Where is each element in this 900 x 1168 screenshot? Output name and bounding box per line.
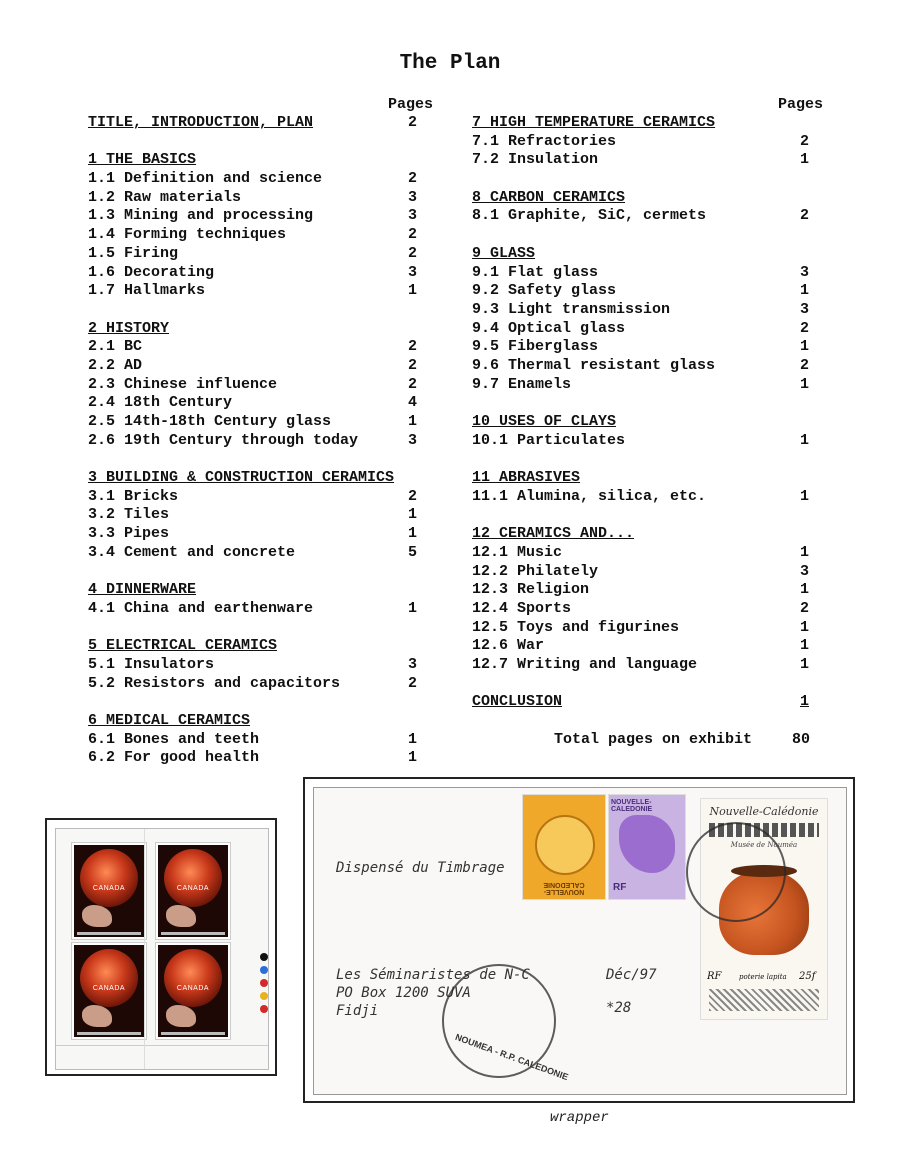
item-label: 1.5 Firing: [88, 244, 179, 262]
item-label: 2 HISTORY: [88, 319, 170, 337]
item-label: 5.2 Resistors and capacitors: [88, 674, 341, 692]
contents-item: [472, 133, 822, 152]
contents-item: [88, 226, 428, 245]
item-label: 6.1 Bones and teeth: [88, 730, 260, 748]
item-label: 2.2 AD: [88, 356, 143, 374]
section-heading: [472, 245, 822, 264]
item-pages: 1: [800, 655, 810, 673]
cover-date: Déc/97: [606, 967, 657, 983]
contents-item: [472, 301, 822, 320]
item-pages: 2: [408, 114, 418, 131]
item-pages: 2: [408, 375, 418, 393]
spacer: [472, 675, 822, 694]
contents-item: [88, 656, 428, 675]
item-pages: 3: [408, 207, 418, 225]
postmark-upper: [686, 822, 786, 922]
item-pages: 2: [800, 319, 810, 337]
purple-stamp-label: NOUVELLE-CALEDONIE: [611, 799, 653, 813]
item-pages: 1: [800, 637, 810, 655]
contents-item: [88, 675, 428, 694]
contents-item: [472, 488, 822, 507]
contents-item: [472, 376, 822, 395]
item-pages: 2: [800, 599, 810, 617]
item-pages: 2: [408, 338, 418, 356]
postal-cover: [313, 787, 847, 1095]
item-pages: 1: [800, 693, 810, 711]
contents-item: [472, 544, 822, 563]
spacer: [88, 619, 428, 638]
item-pages: 2: [408, 356, 418, 374]
contents-item: [88, 264, 428, 283]
item-label: 2.3 Chinese influence: [88, 375, 278, 393]
item-pages: 80: [792, 730, 811, 748]
item-label: 3 BUILDING & CONSTRUCTION CERAMICS: [88, 469, 395, 487]
item-pages: 1: [408, 282, 418, 300]
item-pages: 1: [408, 525, 418, 543]
item-pages: 2: [800, 207, 810, 225]
plate-color-dot: [260, 1005, 268, 1013]
spacer: [88, 563, 428, 582]
purple-stamp: [608, 794, 686, 900]
item-label: 3.4 Cement and concrete: [88, 543, 296, 561]
item-label: 1.6 Decorating: [88, 263, 215, 281]
item-label: 9.6 Thermal resistant glass: [472, 356, 716, 374]
item-label: 12.7 Writing and language: [472, 655, 698, 673]
item-label: 7 HIGH TEMPERATURE CERAMICS: [472, 114, 716, 131]
item-label: 9.7 Enamels: [472, 375, 572, 393]
item-pages: 1: [408, 749, 418, 767]
pottery-stamp-rf: RF: [707, 971, 722, 982]
contents-item: [472, 207, 822, 226]
plate-block-sheet: [55, 828, 269, 1070]
contents-item: [88, 544, 428, 563]
item-pages: 2: [800, 132, 810, 150]
contents-item: [88, 189, 428, 208]
item-pages: 1: [800, 151, 810, 169]
contents-item: [472, 637, 822, 656]
item-label: 9 GLASS: [472, 244, 536, 262]
item-pages: 2: [408, 226, 418, 244]
item-label: 1.4 Forming techniques: [88, 226, 287, 244]
contents-item: [472, 282, 822, 301]
spacer: [88, 133, 428, 152]
item-label: 11.1 Alumina, silica, etc.: [472, 487, 707, 505]
item-pages: 1: [800, 431, 810, 449]
item-label: 5 ELECTRICAL CERAMICS: [88, 637, 278, 655]
item-pages: 1: [800, 618, 810, 636]
pottery-stamp-subtitle: Musée de Nouméa: [730, 841, 798, 849]
contents-left-column: [88, 114, 428, 768]
item-pages: 1: [408, 599, 418, 617]
postmark-text: NOUMEA - R.P. CALEDONIE: [453, 1031, 570, 1083]
contents-item: [472, 338, 822, 357]
item-label: 12 CERAMICS AND...: [472, 525, 635, 543]
item-label: 4 DINNERWARE: [88, 581, 197, 599]
contents-item: [88, 207, 428, 226]
item-label: 12.6 War: [472, 637, 545, 655]
spacer: [472, 506, 822, 525]
item-label: 1.3 Mining and processing: [88, 207, 314, 225]
item-label: 2.1 BC: [88, 338, 143, 356]
item-label: 12.1 Music: [472, 543, 563, 561]
contents-item: [88, 394, 428, 413]
postal-cover-frame: [303, 777, 855, 1103]
item-label: 8.1 Graphite, SiC, cermets: [472, 207, 707, 225]
contents-item: [88, 731, 428, 750]
orange-stamp-label: NOUVELLE-CALEDONIE: [543, 881, 585, 895]
item-pages: 1: [800, 338, 810, 356]
item-label: 12.5 Toys and figurines: [472, 618, 680, 636]
section-heading: [472, 469, 822, 488]
item-pages: 3: [800, 300, 810, 318]
ceramic-stamp: [72, 943, 146, 1039]
section-heading: [88, 114, 428, 133]
purple-stamp-rf: RF: [613, 882, 627, 893]
item-label: 1 THE BASICS: [88, 151, 197, 169]
contents-item: [472, 151, 822, 170]
item-label: 3.1 Bricks: [88, 487, 179, 505]
contents-item: [88, 749, 428, 768]
contents-item: [472, 619, 822, 638]
stamp-country: CANADA: [92, 885, 126, 892]
item-pages: 1: [800, 543, 810, 561]
item-label: 12.3 Religion: [472, 581, 590, 599]
item-pages: 3: [408, 188, 418, 206]
spacer: [472, 450, 822, 469]
ceramic-stamp: [156, 843, 230, 939]
item-pages: 3: [800, 562, 810, 580]
item-label: 6 MEDICAL CERAMICS: [88, 712, 251, 729]
contents-item: [88, 376, 428, 395]
section-heading: [88, 469, 428, 488]
item-label: 2.4 18th Century: [88, 394, 233, 412]
item-label: 2.5 14th-18th Century glass: [88, 413, 332, 430]
item-pages: 1: [800, 375, 810, 393]
address-line-3: Fidji: [336, 1003, 379, 1019]
item-pages: 1: [408, 413, 418, 430]
spacer: [88, 450, 428, 469]
section-heading: [472, 189, 822, 208]
total-row: [472, 731, 822, 750]
cover-number: *28: [606, 1000, 632, 1016]
item-pages: 3: [408, 431, 418, 449]
contents-item: [472, 357, 822, 376]
item-label: 6.2 For good health: [88, 749, 260, 767]
pages-header-left: Pages: [388, 96, 434, 113]
item-pages: 2: [800, 356, 810, 374]
item-label: 5.1 Insulators: [88, 655, 215, 673]
contents-item: [88, 338, 428, 357]
item-label: 9.5 Fiberglass: [472, 338, 599, 356]
section-heading: [472, 525, 822, 544]
stamp-country: CANADA: [176, 885, 210, 892]
plate-color-dot: [260, 966, 268, 974]
item-label: 2.6 19th Century through today: [88, 431, 359, 449]
contents-item: [88, 600, 428, 619]
plate-color-dot: [260, 992, 268, 1000]
section-heading: [88, 581, 428, 600]
item-pages: 4: [408, 394, 418, 412]
item-label: 9.2 Safety glass: [472, 282, 617, 300]
stamp-plate-block: [45, 818, 277, 1076]
item-pages: 2: [408, 487, 418, 505]
contents-item: [472, 264, 822, 283]
spacer: [88, 693, 428, 712]
contents-item: [472, 656, 822, 675]
pages-header-right: Pages: [778, 96, 824, 113]
item-label: 1.7 Hallmarks: [88, 282, 206, 300]
item-label: 4.1 China and earthenware: [88, 599, 314, 617]
item-label: 11 ABRASIVES: [472, 469, 581, 487]
item-pages: 1: [800, 487, 810, 505]
contents-item: [88, 488, 428, 507]
section-heading: [472, 114, 822, 133]
conclusion-row: [472, 693, 822, 712]
page-title: The Plan: [399, 52, 501, 75]
item-label: 8 CARBON CERAMICS: [472, 188, 626, 206]
item-label: TITLE, INTRODUCTION, PLAN: [88, 114, 314, 131]
stamp-country: CANADA: [92, 985, 126, 992]
item-pages: 2: [408, 244, 418, 262]
dispense-text: Dispensé du Timbrage: [336, 860, 505, 876]
item-label: 10.1 Particulates: [472, 431, 626, 449]
item-label: 1.2 Raw materials: [88, 188, 242, 206]
item-label: 9.1 Flat glass: [472, 263, 599, 281]
contents-item: [88, 413, 428, 432]
contents-item: [88, 245, 428, 264]
item-label: 3.2 Tiles: [88, 506, 170, 524]
item-pages: 2: [408, 170, 418, 188]
pottery-stamp-title: Nouvelle-Calédonie: [709, 805, 819, 818]
spacer: [472, 712, 822, 731]
item-label: Total pages on exhibit: [554, 730, 753, 748]
orange-stamp: [522, 794, 606, 900]
item-label: 7.2 Insulation: [472, 151, 599, 169]
item-label: 9.4 Optical glass: [472, 319, 626, 337]
contents-item: [88, 432, 428, 451]
contents-right-column: [472, 114, 822, 749]
plate-color-dot: [260, 979, 268, 987]
stamp-country: CANADA: [176, 985, 210, 992]
contents-item: [472, 581, 822, 600]
address-line-1: Les Séminaristes de N-C: [336, 967, 530, 983]
item-label: CONCLUSION: [472, 693, 563, 711]
contents-item: [472, 320, 822, 339]
contents-item: [472, 600, 822, 619]
address-line-2: PO Box 1200 SUVA: [336, 985, 471, 1001]
item-label: 3.3 Pipes: [88, 525, 170, 543]
ceramic-stamp: [72, 843, 146, 939]
spacer: [88, 301, 428, 320]
section-heading: [88, 151, 428, 170]
plate-color-dot: [260, 953, 268, 961]
contents-item: [88, 170, 428, 189]
contents-item: [88, 506, 428, 525]
item-pages: 1: [800, 581, 810, 599]
spacer: [472, 394, 822, 413]
postmark-lower: [442, 964, 570, 1083]
item-pages: 1: [408, 506, 418, 524]
contents-item: [472, 563, 822, 582]
spacer: [472, 170, 822, 189]
pottery-stamp-value: 25f: [799, 971, 816, 982]
section-heading: [472, 413, 822, 432]
item-pages: 2: [408, 674, 418, 692]
item-label: 9.3 Light transmission: [472, 300, 671, 318]
cover-caption: wrapper: [550, 1110, 609, 1126]
section-heading: [88, 637, 428, 656]
contents-item: [472, 432, 822, 451]
item-pages: 5: [408, 543, 418, 561]
item-label: 10 USES OF CLAYS: [472, 413, 617, 430]
contents-item: [88, 357, 428, 376]
item-pages: 1: [408, 730, 418, 748]
item-pages: 3: [408, 263, 418, 281]
section-heading: [88, 712, 428, 731]
item-label: 1.1 Definition and science: [88, 170, 323, 188]
item-pages: 3: [408, 655, 418, 673]
pottery-stamp-caption: poterie lapita: [739, 973, 787, 981]
item-label: 7.1 Refractories: [472, 132, 617, 150]
spacer: [472, 226, 822, 245]
item-pages: 3: [800, 263, 810, 281]
item-label: 12.4 Sports: [472, 599, 572, 617]
contents-item: [88, 525, 428, 544]
contents-item: [88, 282, 428, 301]
section-heading: [88, 320, 428, 339]
ceramic-stamp: [156, 943, 230, 1039]
plate-inscription: [228, 839, 264, 899]
item-pages: 1: [800, 282, 810, 300]
item-label: 12.2 Philately: [472, 562, 599, 580]
